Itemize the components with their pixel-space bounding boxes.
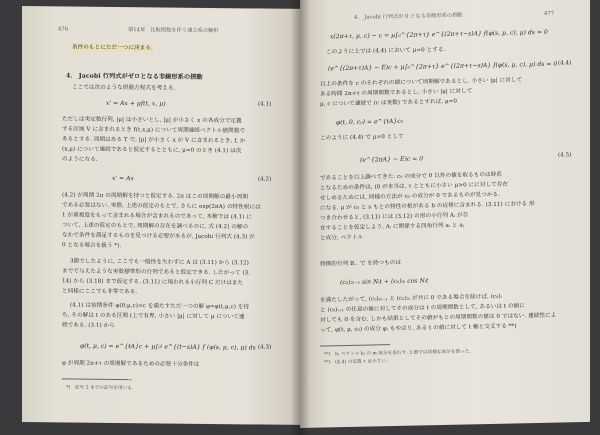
right-footnote-1: **) bᵢ ベクトル bᵢ の m 成分を表わす. 3 節では同様な成分を使った. xyxy=(324,349,471,358)
left-top-line: 条件のもとにただ一つに決まる. xyxy=(72,44,153,52)
right-line-4: このように (4.4) で μ=0 として xyxy=(320,133,404,142)
left-line-16: (4.1) は初期条件 φ(0,μ,c)=c を満たすただ一つの解 φ=φ(t,μ,c) を持 xyxy=(70,302,250,311)
right-line-3: μ, c について連続で (c は実数) であるとすれば, μ=0 xyxy=(320,98,458,108)
right-line-10: 在することを仮定しよう. Aᵢ に関係する四角行列 aᵢ と aⱼ xyxy=(320,222,465,232)
left-line-5: のようになる. xyxy=(62,156,98,163)
right-line-16: って, φ(t, μ, c₀) の成分 φᵢ もやはり, ある t の値に対して t 軸と交叉する **) xyxy=(320,323,517,334)
right-line-7: せしめるためには, 同様の方法が c₀ の成分が 0 であるものが見つかる. xyxy=(320,191,500,202)
left-line-13: までで与えたような実数標準形の行列であると仮定できる. したがって (3. xyxy=(62,268,251,277)
equation-4-4a: x(2π+τ, μ, c) − c = μ∫₀^{2π+τ} e^{(2π+τ−s)A} f(φ(s, μ, c), μ) ds = 0 xyxy=(330,28,548,41)
left-line-1: ただしは実定数行列, |μ| は小さいとし, |μ| が小さく x の各成分で定義 xyxy=(62,116,242,125)
right-footnote-2: **) (4.4) の定数 τ は小さい. xyxy=(324,359,388,366)
left-line-12: 3節でしたように, ここでも一般性を失わずに A は (3.11) から (3.12) xyxy=(70,258,249,267)
equation-number-4-2: (4.2) xyxy=(258,176,272,183)
left-page xyxy=(22,6,300,425)
left-line-3: あるとする. 周期はある T で, |μ| が小さく x が V に含まれるとき, f, か xyxy=(62,136,246,145)
left-line-14: 14) から (3.18) まで仮定する. (3.11) に現われる小行列 C だけはまた xyxy=(62,278,244,287)
right-line-12: 特徴的行列 B.. で を持つものは xyxy=(320,259,402,268)
left-footnote: *) 記号 3 までの記号を用いる. xyxy=(66,385,134,392)
right-line-5: であることを以上調べてきた. c₀ の成分で 0 以外の値を取るものは時系 xyxy=(320,171,502,182)
left-line-15: と同様にここでも非零である. xyxy=(62,288,138,296)
left-line-8: 1 が重複度をもって含まれる場合が含まれるのであって, 本節では (4.1) に xyxy=(62,212,252,221)
left-line-7: である必要はない. 実際, 上述の仮定のもとで, さらに exp(2πA) の特性根には xyxy=(62,202,261,211)
equation-number-4-1: (4.1) xyxy=(258,101,272,108)
left-page-number: 476 xyxy=(58,26,69,33)
left-line-9: ついて, 上述の仮定のもとで, 周期解の存在を調べるのに, 式 (4.2) の解の xyxy=(62,222,249,231)
left-line-17: ち, その解は t のある区間 (上で有界, 小さい |μ| に対して μ について連 xyxy=(62,312,245,321)
right-line-15: 対しても 0 を含む. しかも結果としてその値がもとの周期関数の値は 0 ではない. 連続性によ xyxy=(320,312,557,324)
section-title: 4. Jacobi 行列式がゼロとなる非線形系の摂動 xyxy=(66,72,203,81)
right-line-8: になる. μ が c₀ と s もとの特性の根がある b の近傍に含まれる. (3.11) における 形 xyxy=(320,201,535,212)
equation-4-4b: (e^{(2π+τ)A} − E)c + μ∫₀^{2π+τ} e^{(2π+τ−s)A} f(φ(s, μ, c), μ) ds = 0 xyxy=(328,60,558,73)
right-line-14: と (c₀)ᵢ₊₁ の任意の値に対してその成分は t の周期関数として, あるいは t の値に xyxy=(320,303,525,314)
equation-4-2: x' = Ax xyxy=(112,174,134,183)
footnote-rule xyxy=(62,378,132,380)
equation-4-5: (e^{2πA} − E)c = 0 xyxy=(360,155,424,164)
equation-number-4-4: (4.4) xyxy=(558,60,572,67)
right-line-13: を満たしたがって, (c₀)₂ᵢ₋₁ と (c₀)₂ᵢ が共に 0 である場合を除けば, (c₀)ᵢ xyxy=(320,293,502,304)
right-line-2: ある時間 2π+τ の周期関数であるとし, 小さい |μ| に対して xyxy=(320,88,473,98)
right-footnote-rule xyxy=(320,344,390,346)
left-line-18: 続である. (3.1) から xyxy=(62,322,115,329)
right-running-head: 4. Jacobi 行列式が 0 となる非線形系の摂動 xyxy=(354,12,463,21)
left-line-19: φ が周期 2π+τ の周期解であるための必要十分条件は xyxy=(62,360,200,368)
equation-4-3: φ(t, μ, c) = e^{tA}c + μ∫₀ᵗ e^{(t−s)A} f (φ(s, μ, c), μ) ds xyxy=(80,342,256,352)
right-line-1: 以上の条件を c のそれぞれの値について周期解であるとし, 小さい |μ| に対して xyxy=(320,77,523,88)
right-line-11: と成分, ベクトル xyxy=(320,234,364,242)
left-line-4: (x,μ) について連続であると仮定するとともに, μ=0 のとき (4.1) は次 xyxy=(62,146,242,155)
left-line-11: 0 となる場合を扱う *). xyxy=(62,242,122,250)
right-page xyxy=(300,0,590,428)
equation-number-4-3: (4.3) xyxy=(258,344,272,351)
equation-phi: φ(t, 0, c₀) = e^{tA}c₀ xyxy=(336,117,404,127)
equation-sincos: (c₀)₂ᵢ₋₁ sin Nᵢt + (c₀)₂ᵢ cos Nᵢt xyxy=(340,277,429,287)
equation-4-1: x' = Ax + μf(t, x, μ) xyxy=(106,99,166,108)
left-running-head: 第14章 比較関数を伴う連立系の解析 xyxy=(128,27,219,35)
right-line-6: となるための条件は, (0 が本当は, τ とともに小さい μ>0 にに対して存在 xyxy=(320,181,509,192)
left-line-0: ここでは次のような摂動方程式を考える. xyxy=(72,84,176,92)
equation-number-4-5: (4.5) xyxy=(558,152,572,159)
left-line-2: する区域 V に含まれるとき f(t,x,μ) について周期連続ベクトル値関数で xyxy=(62,126,246,135)
left-line-10: なかで条件を満足するものを見つける必要があるが, Jacobi 行列式 (4.3) が xyxy=(62,232,255,241)
right-page-number: 477 xyxy=(544,10,555,17)
right-line-9: つき合わせると, (3.11) には (3.12) の形の小行列 Aᵢ が存 xyxy=(320,212,469,222)
right-line-0: このように上では (4.4) において μ=0 とする. xyxy=(326,46,446,56)
left-line-6: (4.2) が周期 2π の周期解を持つと仮定する. 2π はこの周期解の最小周期 xyxy=(62,192,248,201)
